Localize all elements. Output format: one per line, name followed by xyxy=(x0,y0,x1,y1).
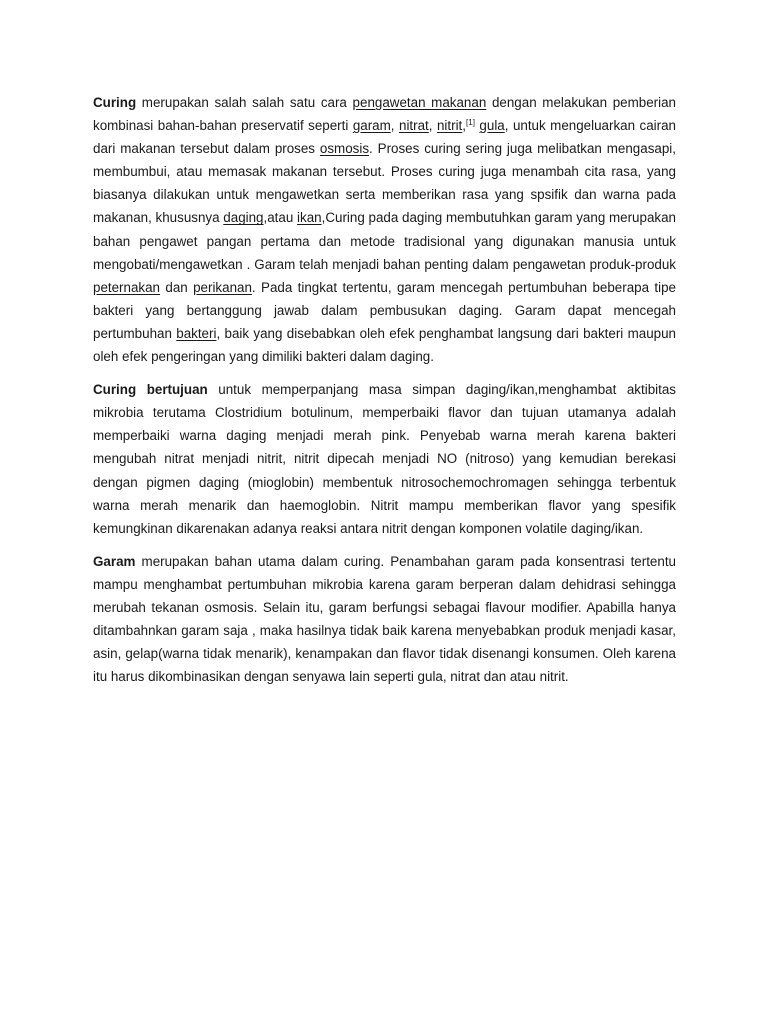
text-run: . Pada tingkat tertentu, garam mencegah pertumbuhan beberapa tipe bakteri yang bertanggung jawab dalam pembusukan daging. Garam dapat mencegah pertumbuhan xyxy=(93,279,676,341)
link-bakteri[interactable]: bakteri xyxy=(176,325,217,341)
term-curing-bertujuan: Curing bertujuan xyxy=(93,382,208,398)
paragraph-curing-definition xyxy=(93,91,676,368)
citation-marker[interactable]: [1] xyxy=(466,118,475,128)
text-run: untuk memperpanjang masa simpan daging/ikan,menghambat aktibitas mikrobia terutama Clostridium botulinum, memperbaiki flavor dan tujuan utamanya adalah memperbaiki warna daging menjadi merah pink. Penyebab warna merah karena bakteri mengubah nitrat menjadi nitrit, nitrit dipecah menjadi NO (nitroso) yang kemudian berekasi dengan pigmen daging (mioglobin) membentuk nitrosochemochromagen sehingga terbentuk warna merah menarik dan haemoglobin. Nitrit mampu memberikan flavor yang spesifik kemungkinan dikarenakan adanya reaksi antara nitrit dengan komponen volatile daging/ikan. xyxy=(93,382,676,536)
link-nitrit[interactable]: nitrit xyxy=(436,118,463,134)
text-run: , xyxy=(428,118,437,134)
text-run: , untuk mengeluarkan cairan dari makanan tersebut dalam proses xyxy=(93,118,676,157)
term-curing: Curing xyxy=(93,95,137,110)
text-run: merupakan bahan utama dalam curing. Penambahan garam pada konsentrasi tertentu mampu menghambat pertumbuhan mikrobia karena garam berperan dalam dehidrasi sehingga merubah tekanan osmosis. Selain itu, garam berfungsi sebagai flavour modifier. Apabilla hanya ditambahnkan garam saja , maka hasilnya tidak baik karena menyebabkan produk menjadi kasar, asin, gelap(warna tidak menarik), kenampakan dan flavor tidak disenangi konsumen. Oleh karena itu harus dikombinasikan dengan senyawa lain seperti gula, nitrat dan atau nitrit. xyxy=(93,553,676,685)
text-run: . Proses curing sering juga melibatkan mengasapi, membumbui, atau memasak makanan tersebut. Proses curing juga menambah cita rasa, yang biasanya dilakukan untuk mengawetkan serta memberikan rasa yang spsifik dan warna pada makanan, khususnya xyxy=(93,141,676,226)
paragraph-garam xyxy=(93,550,676,689)
link-perikanan[interactable]: perikanan xyxy=(193,279,252,295)
link-osmosis[interactable]: osmosis xyxy=(319,141,370,157)
link-gula[interactable]: gula xyxy=(479,118,505,134)
paragraph-curing-purpose xyxy=(93,378,676,540)
text-run: , baik yang disebabkan oleh efek penghambat langsung dari bakteri maupun oleh efek pengeringan yang dimiliki bakteri dalam daging. xyxy=(93,325,676,365)
term-garam: Garam xyxy=(93,553,136,569)
link-ikan[interactable]: ikan xyxy=(297,210,322,226)
text-run: , xyxy=(390,118,399,134)
text-run: , xyxy=(462,118,467,134)
document-page xyxy=(93,91,676,698)
link-garam[interactable]: garam xyxy=(352,118,391,134)
text-run: merupakan salah salah satu cara xyxy=(136,95,353,110)
link-nitrat[interactable]: nitrat xyxy=(399,118,429,134)
link-daging[interactable]: daging xyxy=(223,210,264,226)
link-peternakan[interactable]: peternakan xyxy=(93,279,161,295)
text-run: ,Curing pada daging membutuhkan garam yang merupakan bahan pengawet pangan pertama dan metode tradisional yang digunakan manusia untuk mengobati/mengawetkan . Garam telah menjadi bahan penting dalam pengawetan produk-produk xyxy=(93,210,676,272)
text-run: ,atau xyxy=(263,210,298,226)
link-pengawetan-makanan[interactable]: pengawetan makanan xyxy=(352,95,487,110)
text-run: dan xyxy=(160,279,194,295)
text-run: dengan melakukan pemberian kombinasi bahan-bahan preservatif seperti xyxy=(93,95,677,134)
